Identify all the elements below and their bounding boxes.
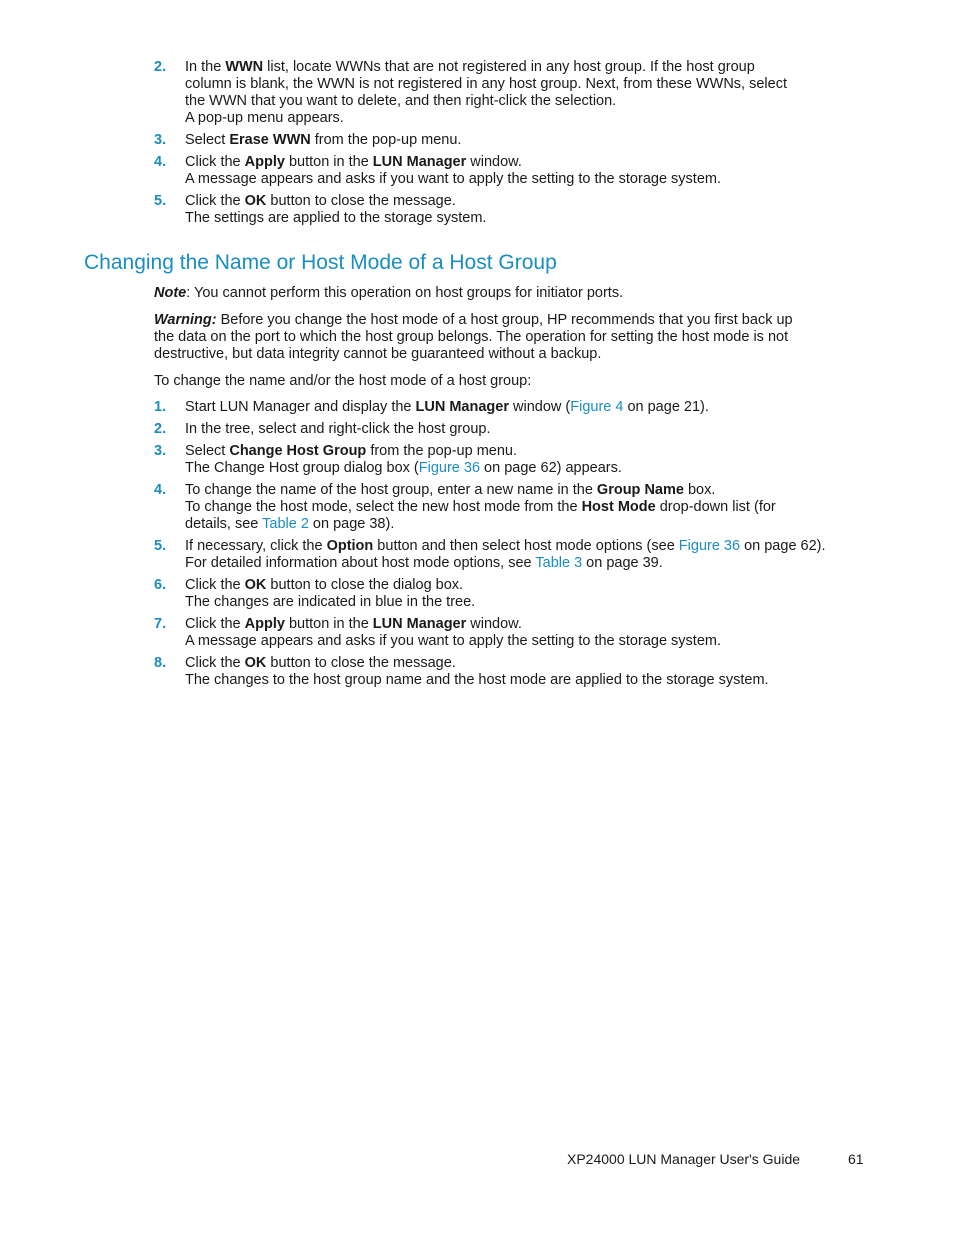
page-number: 61 [848, 1151, 864, 1167]
text-run: window. [466, 154, 522, 170]
ui-term: Option [326, 538, 374, 554]
step-text [185, 577, 833, 611]
ui-term: WWN [225, 59, 264, 75]
list-item [0, 421, 954, 438]
step-text [185, 399, 833, 416]
text-run: button in the [284, 616, 373, 632]
text-run: on page 62) appears. [480, 460, 622, 476]
text-run: details, see [185, 516, 263, 532]
text-run: the WWN that you want to delete, and then right-click the selection. [185, 93, 617, 109]
step-line [185, 154, 833, 171]
text-run: Click the [185, 154, 245, 170]
ui-term: OK [244, 193, 267, 209]
step-line [185, 171, 833, 188]
text-run: window. [466, 616, 522, 632]
text-run: column is blank, the WWN is not registered in any host group. Next, from these WWNs, select [185, 76, 787, 92]
note-label: Note [154, 285, 187, 301]
cross-reference-link[interactable]: Figure 4 [570, 399, 624, 415]
list-item [0, 399, 954, 416]
step-line [185, 482, 833, 499]
step-line [185, 655, 833, 672]
text-run: To change the host mode, select the new host mode from the [185, 499, 582, 515]
step-number: 8. [154, 655, 167, 671]
step-line [185, 76, 833, 93]
text-run: from the pop-up menu. [366, 443, 518, 459]
text-run: on page 62). [740, 538, 826, 554]
text-run: In the tree, select and right-click the host group. [185, 421, 491, 437]
step-text [185, 655, 833, 689]
step-text [185, 443, 833, 477]
text-run: window ( [508, 399, 571, 415]
list-item [0, 59, 954, 127]
step-list-change-host-group [0, 399, 954, 689]
step-line [185, 193, 833, 210]
text-run: For detailed information about host mode options, see [185, 555, 536, 571]
cross-reference-link[interactable]: Figure 36 [418, 460, 481, 476]
text-run: button and then select host mode options (see [373, 538, 679, 554]
step-text [185, 59, 833, 127]
step-text [185, 154, 833, 188]
ui-term: LUN Manager [372, 154, 467, 170]
text-run: The settings are applied to the storage system. [185, 210, 487, 226]
ui-term: Erase WWN [229, 132, 311, 148]
text-run: from the pop-up menu. [310, 132, 462, 148]
ui-term: Host Mode [581, 499, 656, 515]
step-text [185, 482, 833, 533]
text-run: A message appears and asks if you want to apply the setting to the storage system. [185, 171, 721, 187]
note-text: : You cannot perform this operation on host groups for initiator ports. [186, 285, 624, 301]
step-number: 2. [154, 421, 167, 437]
step-number: 5. [154, 193, 167, 209]
ui-term: Change Host Group [229, 443, 367, 459]
list-item [0, 655, 954, 689]
text-run: Click the [185, 577, 245, 593]
ui-term: OK [244, 655, 267, 671]
list-item [0, 577, 954, 611]
text-run: A pop-up menu appears. [185, 110, 344, 126]
section-heading: Changing the Name or Host Mode of a Host Group [84, 251, 557, 274]
step-number: 7. [154, 616, 167, 632]
footer-title: XP24000 LUN Manager User's Guide [567, 1151, 801, 1167]
ui-term: OK [244, 577, 267, 593]
step-line [185, 132, 833, 149]
text-run: Click the [185, 655, 245, 671]
text-run: Click the [185, 193, 245, 209]
step-line [185, 93, 833, 110]
text-run: button to close the message. [266, 655, 456, 671]
step-text [185, 538, 833, 572]
step-text [185, 193, 833, 227]
warning-line: destructive, but data integrity cannot be guaranteed without a backup. [154, 346, 602, 362]
step-line [185, 672, 833, 689]
step-number: 3. [154, 443, 167, 459]
text-run: If necessary, click the [185, 538, 327, 554]
list-item [0, 193, 954, 227]
step-line [185, 616, 833, 633]
step-number: 4. [154, 154, 167, 170]
ui-term: Apply [244, 154, 285, 170]
ui-term: Apply [244, 616, 285, 632]
step-text [185, 132, 833, 149]
warning-paragraph [154, 312, 834, 363]
list-item [0, 482, 954, 533]
step-line [185, 555, 833, 572]
list-item [0, 154, 954, 188]
text-run: list, locate WWNs that are not registered in any host group. If the host group [263, 59, 755, 75]
step-line [185, 577, 833, 594]
list-item [0, 616, 954, 650]
intro-paragraph: To change the name and/or the host mode of a host group: [154, 373, 532, 389]
step-line [185, 443, 833, 460]
step-number: 3. [154, 132, 167, 148]
step-text [185, 616, 833, 650]
text-run: drop-down list (for [655, 499, 776, 515]
text-run: button to close the message. [266, 193, 456, 209]
text-run: box. [683, 482, 716, 498]
text-run: The Change Host group dialog box ( [185, 460, 419, 476]
text-run: on page 38). [308, 516, 395, 532]
step-line [185, 460, 833, 477]
step-number: 5. [154, 538, 167, 554]
text-run: button to close the dialog box. [266, 577, 464, 593]
step-line [185, 399, 833, 416]
warning-line: Before you change the host mode of a host group, HP recommends that you first back up [216, 312, 793, 328]
text-run: In the [185, 59, 226, 75]
text-run: To change the name of the host group, enter a new name in the [185, 482, 597, 498]
step-list-erase-wwn [0, 59, 954, 227]
text-run: on page 21). [623, 399, 709, 415]
cross-reference-link[interactable]: Figure 36 [678, 538, 741, 554]
text-run: Select [185, 443, 230, 459]
step-line [185, 633, 833, 650]
note-paragraph [154, 285, 834, 302]
text-run: A message appears and asks if you want to apply the setting to the storage system. [185, 633, 721, 649]
text-run: on page 39. [582, 555, 663, 571]
text-run: Click the [185, 616, 245, 632]
step-number: 4. [154, 482, 167, 498]
step-number: 2. [154, 59, 167, 75]
list-item [0, 538, 954, 572]
cross-reference-link[interactable]: Table 3 [535, 555, 583, 571]
ui-term: LUN Manager [372, 616, 467, 632]
step-line [185, 594, 833, 611]
ui-term: Group Name [596, 482, 684, 498]
step-line [185, 499, 833, 516]
warning-label: Warning: [154, 312, 217, 328]
step-number: 1. [154, 399, 167, 415]
text-run: The changes to the host group name and the host mode are applied to the storage system. [185, 672, 769, 688]
cross-reference-link[interactable]: Table 2 [262, 516, 309, 532]
list-item [0, 443, 954, 477]
step-text [185, 421, 833, 438]
text-run: The changes are indicated in blue in the tree. [185, 594, 476, 610]
warning-line: the data on the port to which the host group belongs. The operation for setting the host mode is not [154, 329, 789, 345]
text-run: Start LUN Manager and display the [185, 399, 416, 415]
text-run: Select [185, 132, 230, 148]
step-line [185, 421, 833, 438]
step-line [185, 59, 833, 76]
step-line [185, 538, 833, 555]
step-number: 6. [154, 577, 167, 593]
list-item [0, 132, 954, 149]
text-run: button in the [284, 154, 373, 170]
ui-term: LUN Manager [415, 399, 509, 415]
step-line [185, 210, 833, 227]
step-line [185, 516, 833, 533]
step-line [185, 110, 833, 127]
